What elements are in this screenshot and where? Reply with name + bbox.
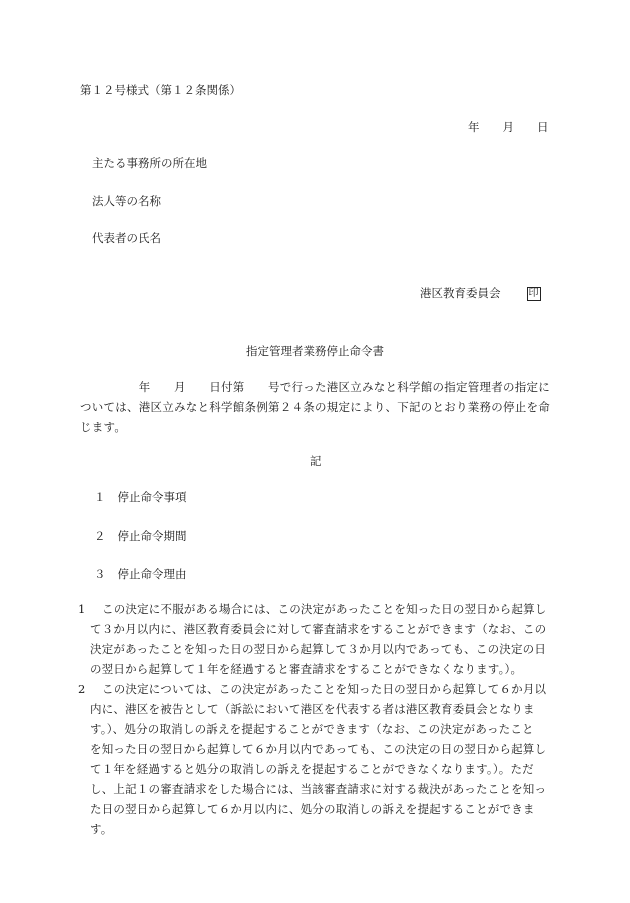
- note-number: 1: [78, 602, 86, 616]
- list-item: [94, 489, 187, 505]
- note-line: て３か月以内に、港区教育委員会に対して審査請求をすることができます（なお、この: [90, 622, 547, 636]
- notes-section: [78, 599, 554, 839]
- note-line: す。: [90, 822, 113, 836]
- note-2: [78, 679, 554, 839]
- issuer: [420, 285, 541, 301]
- note-line: この決定に不服がある場合には、この決定があったことを知った日の翌日から起算し: [102, 602, 547, 616]
- note-line: し、上記１の審査請求をした場合には、当該審査請求に対する裁決があったことを知っ: [90, 782, 547, 796]
- note-line: この決定については、この決定があったことを知った日の翌日から起算して６か月以: [102, 682, 547, 696]
- addressee-corporation: 法人等の名称: [92, 194, 161, 208]
- note-line: を知った日の翌日から起算して６か月以内であっても、この決定の日の翌日から起算し: [90, 742, 547, 756]
- list-item: [94, 528, 187, 544]
- note-line: て１年を経過すると処分の取消しの訴えを提起することができなくなります。）。ただ: [90, 762, 534, 776]
- list-item: [94, 566, 187, 582]
- item-number: ３: [94, 567, 106, 581]
- date-line: 年 月 日: [468, 120, 549, 134]
- note-line: の翌日から起算して１年を経過すると審査請求をすることができなくなります。）。: [90, 662, 523, 676]
- issuer-name: 港区教育委員会: [420, 286, 501, 300]
- item-label: 停止命令理由: [117, 567, 187, 581]
- body-text: [80, 377, 552, 437]
- item-number: ２: [94, 529, 106, 543]
- ki-heading: 記: [310, 454, 322, 468]
- addressee-office: 主たる事務所の所在地: [92, 156, 207, 170]
- form-title: 第１２号様式（第１２条関係）: [80, 83, 241, 97]
- item-label: 停止命令期間: [117, 529, 187, 543]
- body-line-3: じます。: [80, 420, 127, 434]
- body-line-2: ついては、港区立みなと科学館条例第２４条の規定により、下記のとおり業務の停止を命: [80, 400, 550, 414]
- item-label: 停止命令事項: [117, 490, 187, 504]
- seal-stamp: 印: [528, 288, 539, 299]
- note-line: た日の翌日から起算して６か月以内に、処分の取消しの訴えを提起することができま: [90, 802, 535, 816]
- body-line-1: 年 月 日付第 号で行った港区立みなと科学館の指定管理者の指定に: [80, 380, 550, 394]
- document-title: 指定管理者業務停止命令書: [246, 344, 384, 358]
- note-line: 内に、港区を被告として（訴訟において港区を代表する者は港区教育委員会となりま: [90, 702, 535, 716]
- note-line: 決定があったことを知った日の翌日から起算して３か月以内であっても、この決定の日: [90, 642, 547, 656]
- note-1: [78, 599, 554, 679]
- addressee-representative: 代表者の氏名: [92, 231, 161, 245]
- note-line: す。）、処分の取消しの訴えを提起することができます（なお、この決定があったこと: [90, 722, 534, 736]
- note-number: 2: [78, 682, 86, 696]
- item-number: １: [94, 490, 106, 504]
